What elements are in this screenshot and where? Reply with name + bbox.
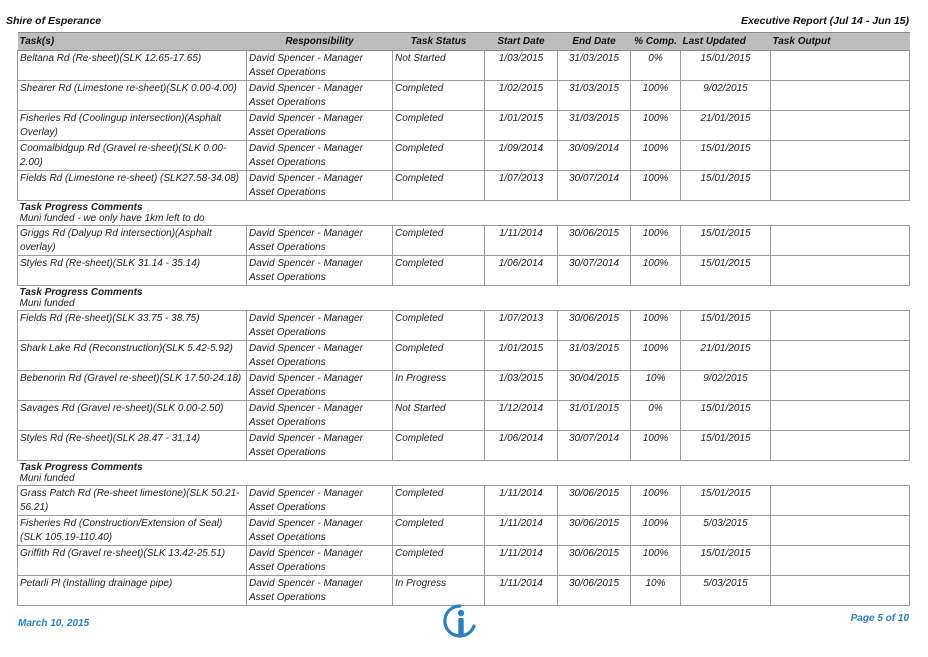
table-row bbox=[18, 111, 910, 141]
task-table-body bbox=[18, 51, 910, 606]
end-date-cell: 30/06/2015 bbox=[558, 311, 631, 341]
task-output-cell bbox=[771, 51, 910, 81]
end-date-cell: 31/03/2015 bbox=[558, 341, 631, 371]
task-status-cell: Completed bbox=[393, 111, 485, 141]
task-name-cell: Styles Rd (Re-sheet)(SLK 28.47 - 31.14) bbox=[18, 431, 247, 461]
table-header-row bbox=[18, 33, 910, 51]
end-date-cell: 30/07/2014 bbox=[558, 256, 631, 286]
responsibility-cell: David Spencer - Manager Asset Operations bbox=[247, 226, 393, 256]
responsibility-cell: David Spencer - Manager Asset Operations bbox=[247, 311, 393, 341]
percent-complete-cell: 100% bbox=[631, 81, 681, 111]
task-status-cell: Completed bbox=[393, 546, 485, 576]
last-updated-cell: 21/01/2015 bbox=[681, 341, 771, 371]
task-status-cell: Completed bbox=[393, 486, 485, 516]
table-row bbox=[18, 171, 910, 201]
task-status-cell: Completed bbox=[393, 256, 485, 286]
task-output-cell bbox=[771, 256, 910, 286]
end-date-cell: 31/03/2015 bbox=[558, 51, 631, 81]
column-header-percent-complete: % Comp. bbox=[631, 33, 681, 51]
task-output-cell bbox=[771, 371, 910, 401]
comment-text: Muni funded - we only have 1km left to do bbox=[19, 213, 205, 224]
start-date-cell: 1/03/2015 bbox=[485, 371, 558, 401]
task-status-cell: In Progress bbox=[393, 576, 485, 606]
last-updated-cell: 15/01/2015 bbox=[681, 431, 771, 461]
start-date-cell: 1/07/2013 bbox=[485, 311, 558, 341]
percent-complete-cell: 100% bbox=[631, 486, 681, 516]
info-logo-icon bbox=[441, 604, 479, 638]
table-row bbox=[18, 51, 910, 81]
table-row bbox=[18, 256, 910, 286]
column-header-task-output: Task Output bbox=[771, 33, 910, 51]
table-row bbox=[18, 226, 910, 256]
task-status-cell: Not Started bbox=[393, 401, 485, 431]
end-date-cell: 30/07/2014 bbox=[558, 171, 631, 201]
last-updated-cell: 21/01/2015 bbox=[681, 111, 771, 141]
last-updated-cell: 15/01/2015 bbox=[681, 256, 771, 286]
task-output-cell bbox=[771, 341, 910, 371]
last-updated-cell: 5/03/2015 bbox=[681, 516, 771, 546]
task-name-cell: Beltana Rd (Re-sheet)(SLK 12.65-17.65) bbox=[18, 51, 247, 81]
table-row bbox=[18, 401, 910, 431]
last-updated-cell: 15/01/2015 bbox=[681, 486, 771, 516]
last-updated-cell: 5/03/2015 bbox=[681, 576, 771, 606]
end-date-cell: 31/03/2015 bbox=[558, 81, 631, 111]
last-updated-cell: 15/01/2015 bbox=[681, 171, 771, 201]
task-output-cell bbox=[771, 486, 910, 516]
task-progress-comment-row bbox=[18, 286, 910, 311]
task-output-cell bbox=[771, 81, 910, 111]
percent-complete-cell: 100% bbox=[631, 171, 681, 201]
start-date-cell: 1/07/2013 bbox=[485, 171, 558, 201]
report-date: March 10, 2015 bbox=[18, 618, 90, 629]
task-status-cell: Not Started bbox=[393, 51, 485, 81]
task-name-cell: Fisheries Rd (Construction/Extension of Seal) (SLK 105.19-110.40) bbox=[18, 516, 247, 546]
task-status-cell: Completed bbox=[393, 516, 485, 546]
task-name-cell: Griffith Rd (Gravel re-sheet)(SLK 13.42-25.51) bbox=[18, 546, 247, 576]
start-date-cell: 1/11/2014 bbox=[485, 576, 558, 606]
page-number: Page 5 of 10 bbox=[850, 613, 909, 624]
comment-cell bbox=[18, 461, 910, 486]
last-updated-cell: 9/02/2015 bbox=[681, 371, 771, 401]
percent-complete-cell: 100% bbox=[631, 111, 681, 141]
end-date-cell: 30/04/2015 bbox=[558, 371, 631, 401]
percent-complete-cell: 100% bbox=[631, 141, 681, 171]
table-row bbox=[18, 546, 910, 576]
responsibility-cell: David Spencer - Manager Asset Operations bbox=[247, 431, 393, 461]
responsibility-cell: David Spencer - Manager Asset Operations bbox=[247, 371, 393, 401]
table-row bbox=[18, 141, 910, 171]
end-date-cell: 30/06/2015 bbox=[558, 576, 631, 606]
column-header-end-date: End Date bbox=[558, 33, 631, 51]
start-date-cell: 1/11/2014 bbox=[485, 486, 558, 516]
end-date-cell: 30/09/2014 bbox=[558, 141, 631, 171]
end-date-cell: 31/03/2015 bbox=[558, 111, 631, 141]
table-row bbox=[18, 371, 910, 401]
comment-cell bbox=[18, 201, 910, 226]
table-row bbox=[18, 431, 910, 461]
start-date-cell: 1/11/2014 bbox=[485, 226, 558, 256]
percent-complete-cell: 10% bbox=[631, 576, 681, 606]
comment-cell bbox=[18, 286, 910, 311]
start-date-cell: 1/11/2014 bbox=[485, 546, 558, 576]
task-name-cell: Shearer Rd (Limestone re-sheet)(SLK 0.00-4.00) bbox=[18, 81, 247, 111]
responsibility-cell: David Spencer - Manager Asset Operations bbox=[247, 516, 393, 546]
percent-complete-cell: 100% bbox=[631, 311, 681, 341]
percent-complete-cell: 10% bbox=[631, 371, 681, 401]
start-date-cell: 1/11/2014 bbox=[485, 516, 558, 546]
comment-text: Muni funded bbox=[19, 473, 75, 484]
comment-title: Task Progress Comments bbox=[19, 287, 143, 298]
task-name-cell: Fisheries Rd (Coolingup intersection)(Asphalt Overlay) bbox=[18, 111, 247, 141]
end-date-cell: 30/06/2015 bbox=[558, 516, 631, 546]
end-date-cell: 30/06/2015 bbox=[558, 486, 631, 516]
responsibility-cell: David Spencer - Manager Asset Operations bbox=[247, 111, 393, 141]
task-status-cell: Completed bbox=[393, 141, 485, 171]
task-status-cell: Completed bbox=[393, 311, 485, 341]
table-row bbox=[18, 311, 910, 341]
column-header-task-status: Task Status bbox=[393, 33, 485, 51]
task-status-cell: Completed bbox=[393, 431, 485, 461]
responsibility-cell: David Spencer - Manager Asset Operations bbox=[247, 486, 393, 516]
start-date-cell: 1/02/2015 bbox=[485, 81, 558, 111]
task-name-cell: Bebenorin Rd (Gravel re-sheet)(SLK 17.50-24.18) bbox=[18, 371, 247, 401]
last-updated-cell: 15/01/2015 bbox=[681, 51, 771, 81]
task-output-cell bbox=[771, 516, 910, 546]
start-date-cell: 1/12/2014 bbox=[485, 401, 558, 431]
table-row bbox=[18, 576, 910, 606]
last-updated-cell: 15/01/2015 bbox=[681, 311, 771, 341]
task-output-cell bbox=[771, 546, 910, 576]
table-row bbox=[18, 341, 910, 371]
column-header-tasks: Task(s) bbox=[18, 33, 247, 51]
percent-complete-cell: 0% bbox=[631, 51, 681, 81]
task-name-cell: Styles Rd (Re-sheet)(SLK 31.14 - 35.14) bbox=[18, 256, 247, 286]
responsibility-cell: David Spencer - Manager Asset Operations bbox=[247, 81, 393, 111]
task-output-cell bbox=[771, 431, 910, 461]
column-header-start-date: Start Date bbox=[485, 33, 558, 51]
end-date-cell: 30/06/2015 bbox=[558, 546, 631, 576]
responsibility-cell: David Spencer - Manager Asset Operations bbox=[247, 576, 393, 606]
comment-title: Task Progress Comments bbox=[19, 462, 143, 473]
task-name-cell: Coomalbidgup Rd (Gravel re-sheet)(SLK 0.00-2.00) bbox=[18, 141, 247, 171]
last-updated-cell: 9/02/2015 bbox=[681, 81, 771, 111]
last-updated-cell: 15/01/2015 bbox=[681, 401, 771, 431]
task-name-cell: Grass Patch Rd (Re-sheet limestone)(SLK 50.21-56.21) bbox=[18, 486, 247, 516]
task-output-cell bbox=[771, 226, 910, 256]
responsibility-cell: David Spencer - Manager Asset Operations bbox=[247, 141, 393, 171]
start-date-cell: 1/01/2015 bbox=[485, 341, 558, 371]
percent-complete-cell: 0% bbox=[631, 401, 681, 431]
start-date-cell: 1/01/2015 bbox=[485, 111, 558, 141]
comment-text: Muni funded bbox=[19, 298, 75, 309]
task-name-cell: Griggs Rd (Dalyup Rd intersection)(Asphalt overlay) bbox=[18, 226, 247, 256]
column-header-last-updated: Last Updated bbox=[681, 33, 771, 51]
responsibility-cell: David Spencer - Manager Asset Operations bbox=[247, 401, 393, 431]
start-date-cell: 1/09/2014 bbox=[485, 141, 558, 171]
task-status-cell: In Progress bbox=[393, 371, 485, 401]
task-output-cell bbox=[771, 401, 910, 431]
last-updated-cell: 15/01/2015 bbox=[681, 226, 771, 256]
table-row bbox=[18, 486, 910, 516]
task-output-cell bbox=[771, 576, 910, 606]
task-status-cell: Completed bbox=[393, 81, 485, 111]
task-progress-comment-row bbox=[18, 201, 910, 226]
task-status-cell: Completed bbox=[393, 341, 485, 371]
task-name-cell: Savages Rd (Gravel re-sheet)(SLK 0.00-2.50) bbox=[18, 401, 247, 431]
last-updated-cell: 15/01/2015 bbox=[681, 141, 771, 171]
percent-complete-cell: 100% bbox=[631, 516, 681, 546]
percent-complete-cell: 100% bbox=[631, 546, 681, 576]
task-output-cell bbox=[771, 311, 910, 341]
responsibility-cell: David Spencer - Manager Asset Operations bbox=[247, 546, 393, 576]
report-title: Executive Report (Jul 14 - Jun 15) bbox=[740, 15, 909, 27]
comment-title: Task Progress Comments bbox=[19, 202, 143, 213]
responsibility-cell: David Spencer - Manager Asset Operations bbox=[247, 341, 393, 371]
responsibility-cell: David Spencer - Manager Asset Operations bbox=[247, 51, 393, 81]
task-status-cell: Completed bbox=[393, 226, 485, 256]
percent-complete-cell: 100% bbox=[631, 256, 681, 286]
end-date-cell: 31/01/2015 bbox=[558, 401, 631, 431]
start-date-cell: 1/06/2014 bbox=[485, 256, 558, 286]
percent-complete-cell: 100% bbox=[631, 341, 681, 371]
task-progress-comment-row bbox=[18, 461, 910, 486]
responsibility-cell: David Spencer - Manager Asset Operations bbox=[247, 171, 393, 201]
end-date-cell: 30/07/2014 bbox=[558, 431, 631, 461]
start-date-cell: 1/06/2014 bbox=[485, 431, 558, 461]
task-table bbox=[17, 32, 910, 606]
task-status-cell: Completed bbox=[393, 171, 485, 201]
column-header-responsibility: Responsibility bbox=[247, 33, 393, 51]
task-output-cell bbox=[771, 141, 910, 171]
table-row bbox=[18, 81, 910, 111]
task-output-cell bbox=[771, 171, 910, 201]
task-name-cell: Shark Lake Rd (Reconstruction)(SLK 5.42-5.92) bbox=[18, 341, 247, 371]
table-row bbox=[18, 516, 910, 546]
percent-complete-cell: 100% bbox=[631, 431, 681, 461]
start-date-cell: 1/03/2015 bbox=[485, 51, 558, 81]
end-date-cell: 30/06/2015 bbox=[558, 226, 631, 256]
task-name-cell: Petarli Pl (Installing drainage pipe) bbox=[18, 576, 247, 606]
responsibility-cell: David Spencer - Manager Asset Operations bbox=[247, 256, 393, 286]
task-name-cell: Fields Rd (Re-sheet)(SLK 33.75 - 38.75) bbox=[18, 311, 247, 341]
task-name-cell: Fields Rd (Limestone re-sheet) (SLK27.58-34.08) bbox=[18, 171, 247, 201]
percent-complete-cell: 100% bbox=[631, 226, 681, 256]
organization-name: Shire of Esperance bbox=[6, 15, 102, 27]
task-output-cell bbox=[771, 111, 910, 141]
last-updated-cell: 15/01/2015 bbox=[681, 546, 771, 576]
